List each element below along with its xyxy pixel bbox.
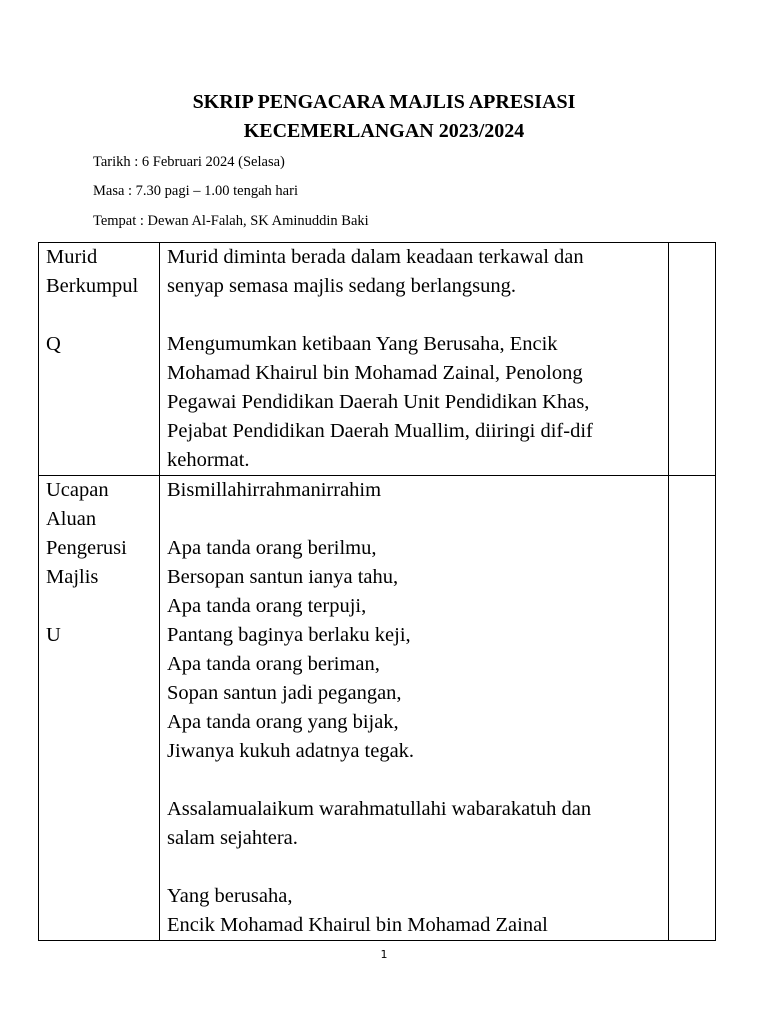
content-line: Pegawai Pendidikan Daerah Unit Pendidikan Khas, <box>167 391 590 413</box>
page-number: 1 <box>380 948 388 961</box>
row-label-cell <box>39 476 160 941</box>
content-line: Yang berusaha, <box>167 885 293 907</box>
row-label-line: Aluan <box>46 508 97 530</box>
content-line: salam sejahtera. <box>167 827 298 849</box>
table-row <box>39 476 716 941</box>
content-line: Mengumumkan ketibaan Yang Berusaha, Encik <box>167 333 558 355</box>
row-content-cell <box>160 243 669 476</box>
content-line: kehormat. <box>167 449 250 471</box>
row-label-line: Ucapan <box>46 479 109 501</box>
row-label-line: Pengerusi <box>46 537 127 559</box>
content-line: Encik Mohamad Khairul bin Mohamad Zainal <box>167 914 548 936</box>
pantun-line: Jiwanya kukuh adatnya tegak. <box>167 740 415 762</box>
content-line: Assalamualaikum warahmatullahi wabarakatuh dan <box>167 798 592 820</box>
title-line-2: KECEMERLANGAN 2023/2024 <box>243 120 525 142</box>
row-label-cell <box>39 243 160 476</box>
row-code: Q <box>46 333 61 355</box>
row-content-cell <box>160 476 669 941</box>
event-date: Tarikh : 6 Februari 2024 (Selasa) <box>93 154 285 170</box>
row-label-line: Berkumpul <box>46 275 139 297</box>
document-title <box>0 88 768 146</box>
row-notes-cell <box>669 476 716 941</box>
content-line: Murid diminta berada dalam keadaan terkawal dan <box>167 246 584 268</box>
pantun-line: Apa tanda orang terpuji, <box>167 595 367 617</box>
script-table <box>38 242 716 941</box>
pantun-line: Apa tanda orang yang bijak, <box>167 711 399 733</box>
event-time: Masa : 7.30 pagi – 1.00 tengah hari <box>93 183 298 199</box>
row-code: U <box>46 624 61 646</box>
pantun-line: Sopan santun jadi pegangan, <box>167 682 402 704</box>
content-line: Pejabat Pendidikan Daerah Muallim, diiringi dif-dif <box>167 420 593 442</box>
row-label-line: Murid <box>46 246 98 268</box>
table-row <box>39 243 716 476</box>
pantun-line: Apa tanda orang beriman, <box>167 653 380 675</box>
pantun-line: Pantang baginya berlaku keji, <box>167 624 411 646</box>
content-line: Bismillahirrahmanirrahim <box>167 479 382 501</box>
title-line-1: SKRIP PENGACARA MAJLIS APRESIASI <box>192 91 576 113</box>
pantun-line: Apa tanda orang berilmu, <box>167 537 377 559</box>
pantun-line: Bersopan santun ianya tahu, <box>167 566 399 588</box>
content-line: Mohamad Khairul bin Mohamad Zainal, Penolong <box>167 362 583 384</box>
row-label-line: Majlis <box>46 566 99 588</box>
event-venue: Tempat : Dewan Al-Falah, SK Aminuddin Baki <box>93 213 369 229</box>
row-notes-cell <box>669 243 716 476</box>
content-line: senyap semasa majlis sedang berlangsung. <box>167 275 516 297</box>
